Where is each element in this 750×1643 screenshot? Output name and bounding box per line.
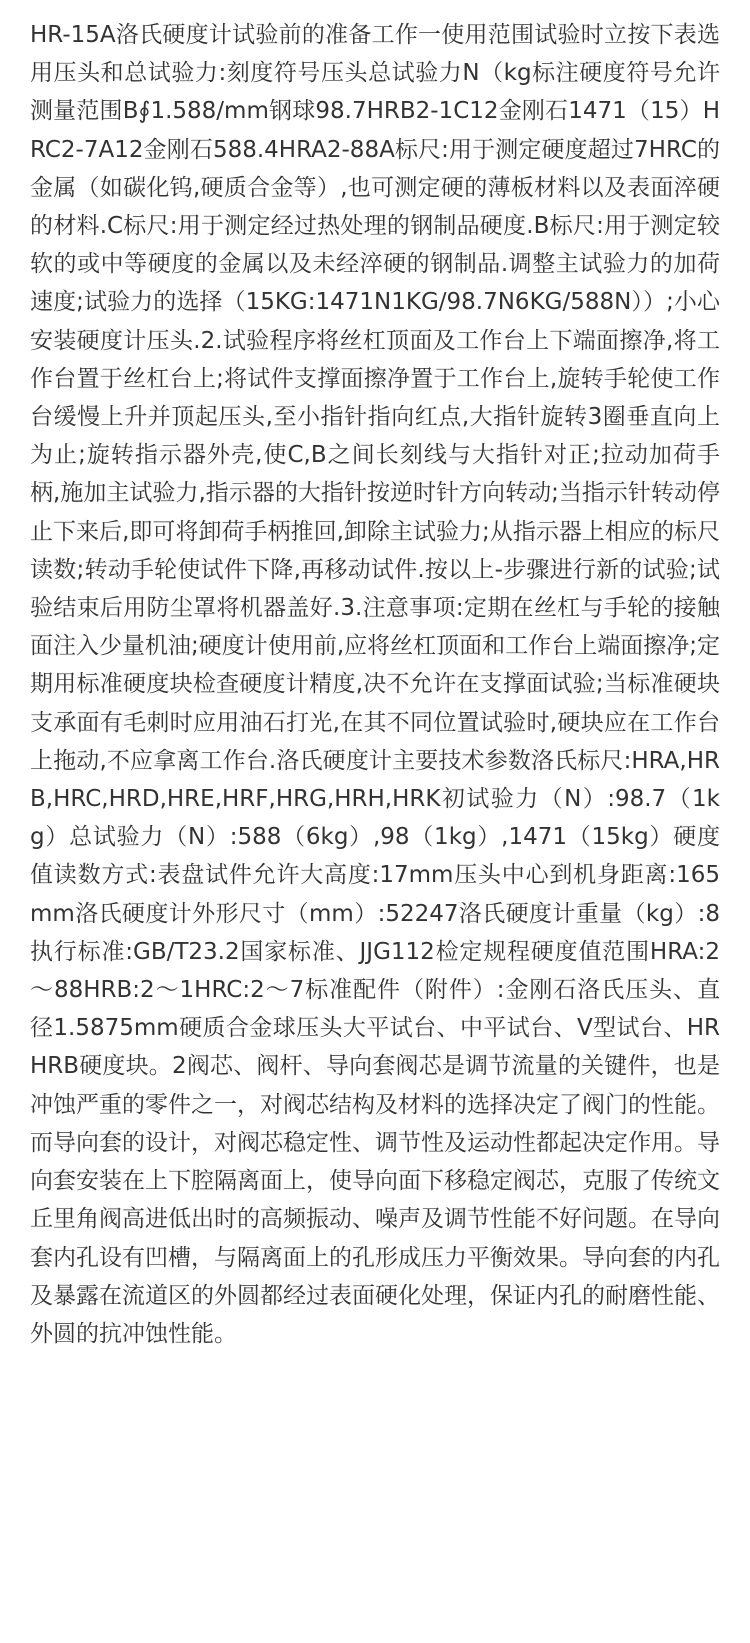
article-body-text: HR-15A洛氏硬度计试验前的准备工作一使用范围试验时立按下表选用压头和总试验力:刻度符号压头总试验力N（kg标注硬度符号允许测量范围B∮1.588/mm钢球98.7HRB2-1C12金刚石1471（15）HRC2-7A12金刚石588.4HRA2-88A标尺:用于测定硬度超过7HRC的金属（如碳化钨,硬质合金等）,也可测定硬的薄板材料以及表面淬硬的材料.C标尺:用于测定经过热处理的钢制品硬度.B标尺:用于测定较软的或中等硬度的金属以及未经淬硬的钢制品.调整主试验力的加荷速度;试验力的选择（15KG:1471N1KG/98.7N6KG/588N））;小心安装硬度计压头.2.试验程序将丝杠顶面及工作台上下端面擦净,将工作台置于丝杠台上;将试件支撑面擦净置于工作台上,旋转手轮使工作台缓慢上升并顶起压头,至小指针指向红点,大指针旋转3圈垂直向上为止;旋转指示器外壳,使C,B之间长刻线与大指针对正;拉动加荷手柄,施加主试验力,指示器的大指针按逆时针方向转动;当指示针转动停止下来后,即可将卸荷手柄推回,卸除主试验力;从指示器上相应的标尺读数;转动手轮使试件下降,再移动试件.按以上-步骤进行新的试验;试验结束后用防尘罩将机器盖好.3.注意事项:定期在丝杠与手轮的接触面注入少量机油;硬度计使用前,应将丝杠顶面和工作台上端面擦净;定期用标准硬度块检查硬度计精度,决不允许在支撑面试验;当标准硬块支承面有毛刺时应用油石打光,在其不同位置试验时,硬块应在工作台上拖动,不应拿离工作台.洛氏硬度计主要技术参数洛氏标尺:HRA,HRB,HRC,HRD,HRE,HRF,HRG,HRH,HRK初试验力（N）:98.7（1kg）总试验力（N）:588（6kg）,98（1kg）,1471（15kg）硬度值读数方式:表盘试件允许大高度:17mm压头中心到机身距离:165mm洛氏硬度计外形尺寸（mm）:52247洛氏硬度计重量（kg）:8执行标准:GB/T23.2国家标准、JJG112检定规程硬度值范围HRA:2～88HRB:2～1HRC:2～7标准配件（附件）:金刚石洛氏压头、直径1.5875mm硬质合金球压头大平试台、中平试台、V型试台、HRHRB硬度块。2阀芯、阀杆、导向套阀芯是调节流量的关键件，也是冲蚀严重的零件之一，对阀芯结构及材料的选择决定了阀门的性能。而导向套的设计，对阀芯稳定性、调节性及运动性都起决定作用。导向套安装在上下腔隔离面上，使导向面下移稳定阀芯，克服了传统文丘里角阀高进低出时的高频振动、噪声及调节性能不好问题。在导向套内孔设有凹槽，与隔离面上的孔形成压力平衡效果。导向套的内孔及暴露在流道区的外圆都经过表面硬化处理，保证内孔的耐磨性能、外圆的抗冲蚀性能。 bbox=[30, 22, 720, 1347]
